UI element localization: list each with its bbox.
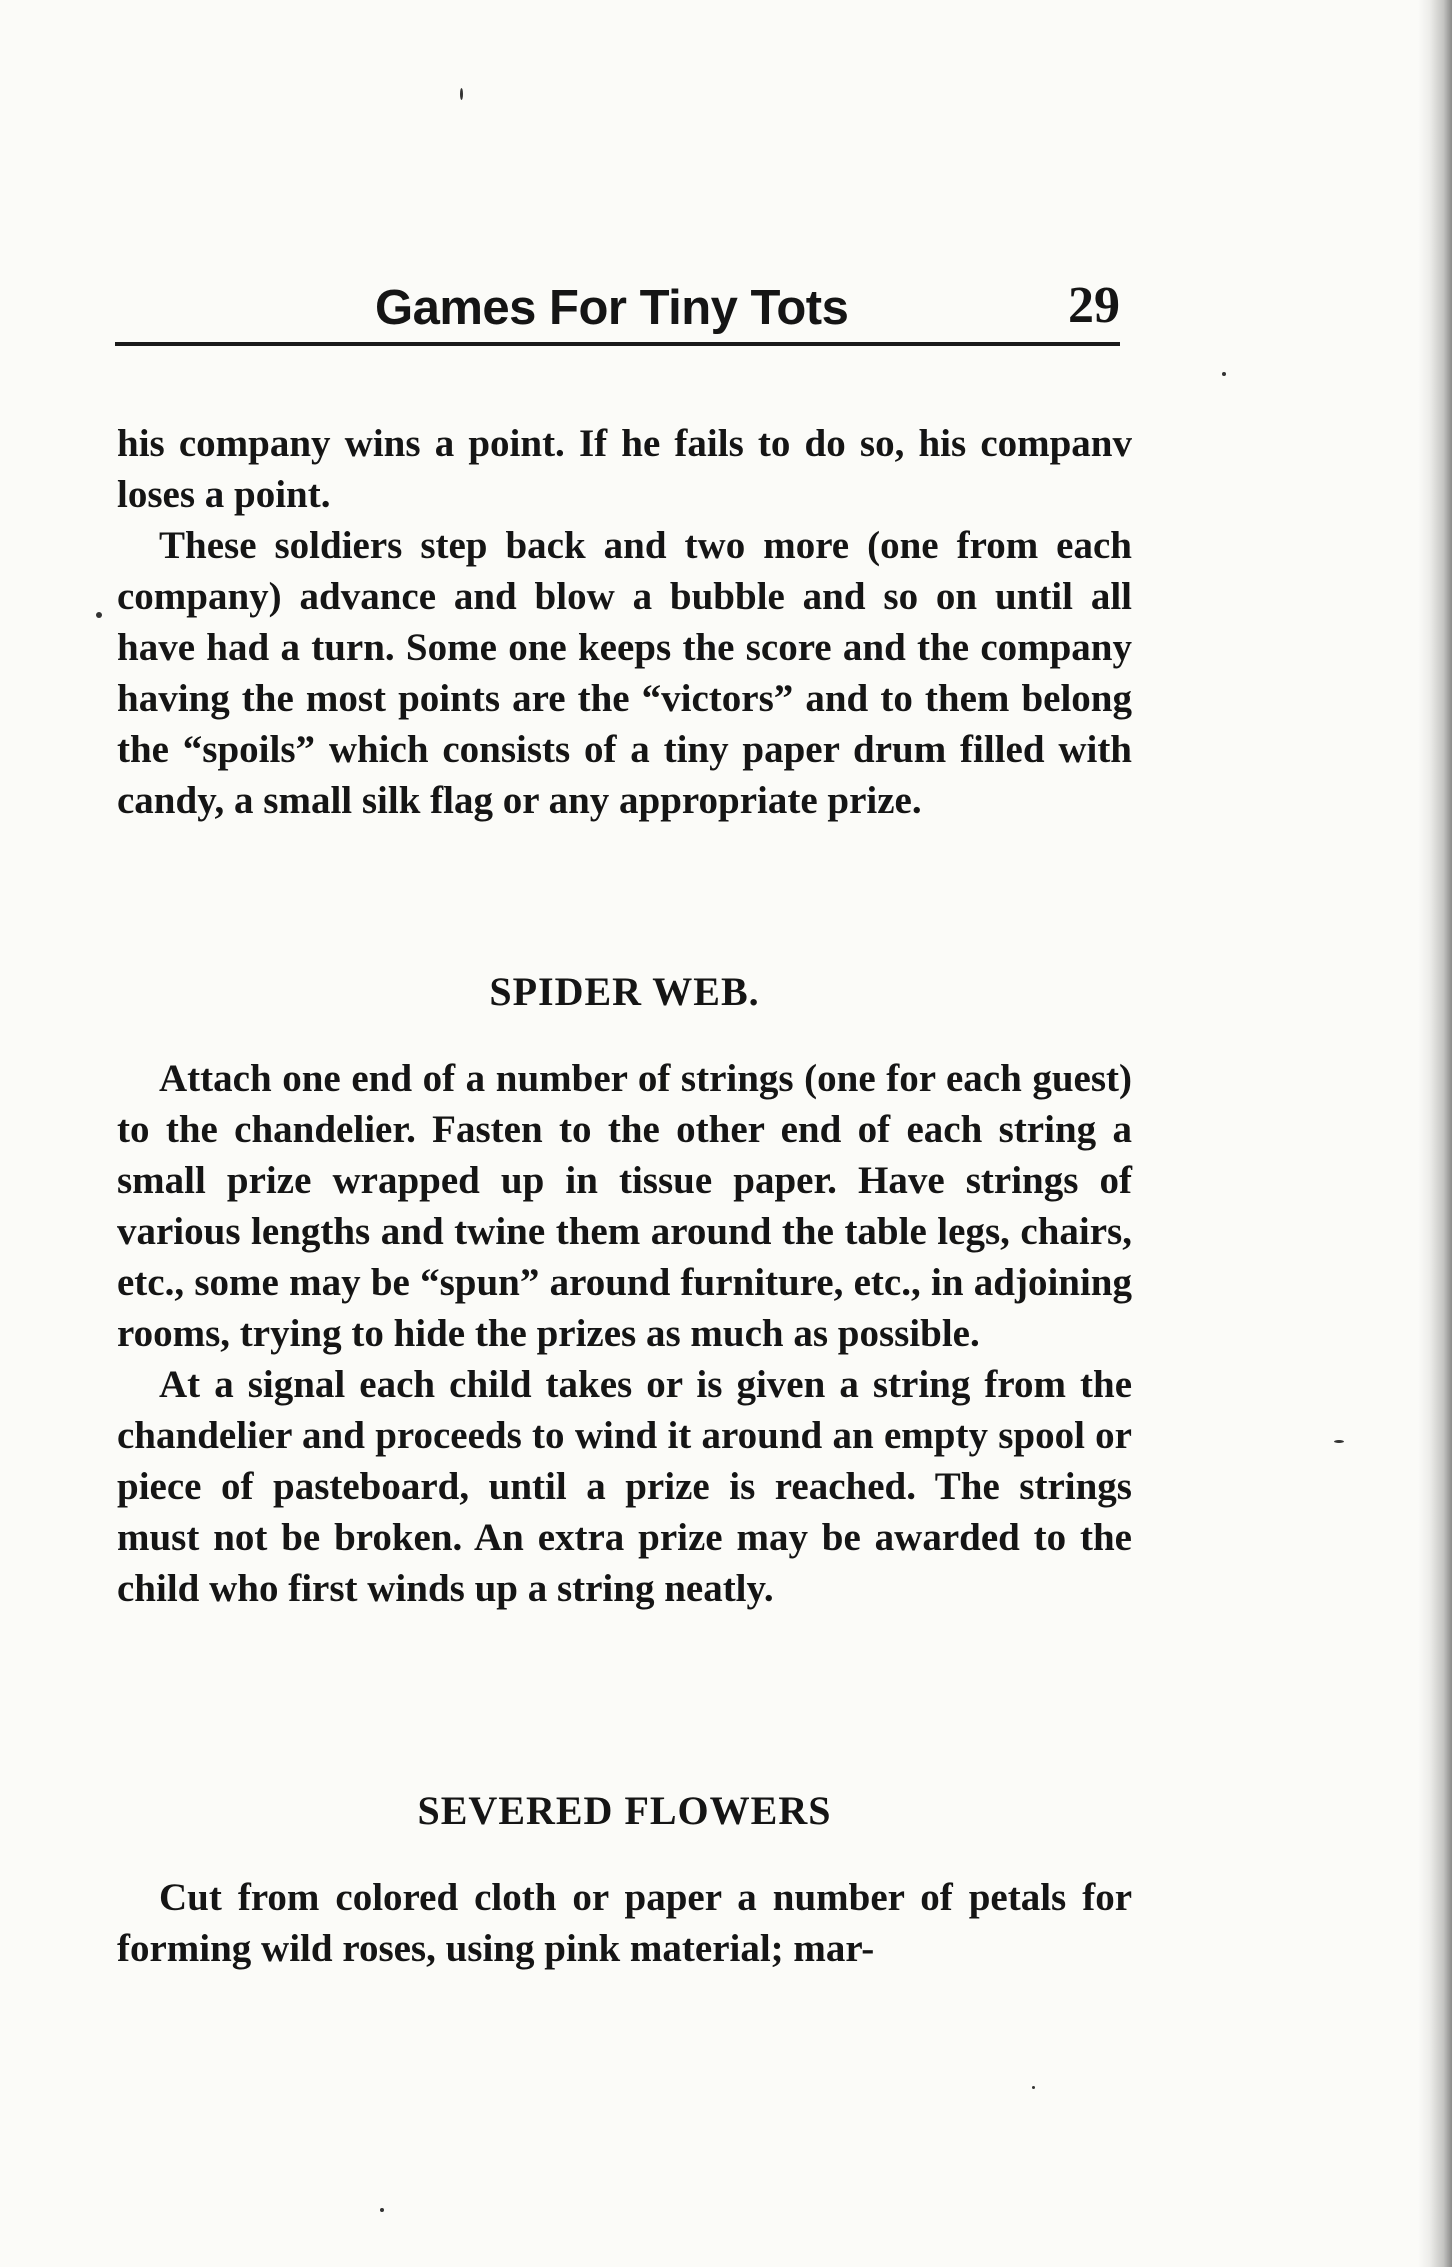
scan-speck: [1334, 1440, 1344, 1443]
page-edge-shadow: [1418, 0, 1452, 2267]
paragraph-spider-web-setup: Attach one end of a number of strings (one for each guest) to the chandelier. Fasten to the other end of each string a small prize wrapped up in tissue paper. Have strings of various lengths and twine them around the table legs, chairs, etc., some may be “spun” around furniture, etc., in adjoining rooms, trying to hide the prizes as much as possible.: [117, 1057, 1132, 1355]
paragraph-soldiers: These soldiers step back and two more (one from each company) advance and blow a bubble and so on until all have had a turn. Some one keeps the score and the company having the most points are the “victors” and to them belong the “spoils” which consists of a tiny paper drum filled with candy, a small silk flag or any appropriate prize.: [117, 524, 1132, 822]
scan-speck: [96, 612, 102, 618]
running-title: Games For Tiny Tots: [375, 281, 849, 335]
scan-speck: [460, 88, 463, 100]
scan-speck: [380, 2208, 384, 2212]
paragraph-continued: his company wins a point. If he fails to do so, his companv loses a point.: [117, 422, 1132, 516]
continued-text-block: [117, 418, 1132, 826]
header-rule: [115, 342, 1120, 346]
heading-spider-web: SPIDER WEB.: [489, 969, 760, 1014]
spider-web-text-block: [117, 1053, 1132, 1614]
heading-severed-flowers: SEVERED FLOWERS: [417, 1788, 832, 1833]
page-number: 29: [1068, 277, 1120, 334]
paragraph-severed-flowers: Cut from colored cloth or paper a number of petals for forming wild roses, using pink material; mar-: [117, 1876, 1132, 1970]
running-head: [115, 270, 1120, 350]
paragraph-spider-web-play: At a signal each child takes or is given a string from the chandelier and proceeds to wind it around an empty spool or piece of pasteboard, until a prize is reached. The strings must not be broken. An extra prize may be awarded to the child who first winds up a string neatly.: [117, 1363, 1132, 1610]
severed-flowers-text-block: [117, 1872, 1132, 1974]
scan-speck: [1032, 2086, 1035, 2089]
scan-speck: [1222, 372, 1226, 376]
